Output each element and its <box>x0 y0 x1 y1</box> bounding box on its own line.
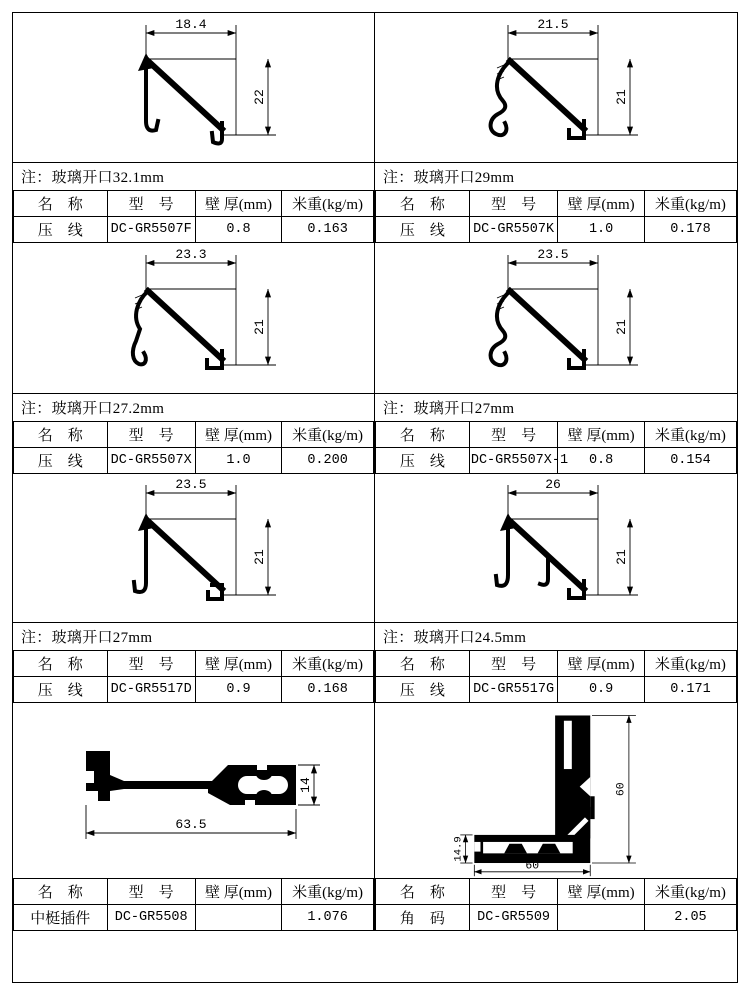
glass-opening-note: 注：玻璃开口27.2mm <box>13 393 374 421</box>
dim-vertical-label: 60 <box>615 781 628 796</box>
profile-cell-3 <box>13 243 375 474</box>
col-header-thickness: 壁 厚(mm) <box>558 879 645 905</box>
profile-shape <box>491 61 584 138</box>
profile-shape <box>474 715 594 863</box>
profile-weight: 0.154 <box>644 448 736 474</box>
profile-weight: 0.171 <box>644 677 736 703</box>
profile-name: 压 线 <box>376 677 470 703</box>
col-header-name: 名 称 <box>14 879 108 905</box>
profile-name: 角 码 <box>376 905 470 931</box>
glazing-bead-diagram <box>446 474 666 622</box>
profile-name: 压 线 <box>376 448 470 474</box>
profile-shape <box>491 291 584 368</box>
profile-drawing-5 <box>13 474 374 622</box>
profile-cell-6 <box>375 474 737 703</box>
profile-drawing-3 <box>13 243 374 393</box>
col-header-weight: 米重(kg/m) <box>282 191 374 217</box>
col-header-weight: 米重(kg/m) <box>282 422 374 448</box>
glazing-bead-diagram <box>84 474 304 622</box>
col-header-name: 名 称 <box>376 879 470 905</box>
col-header-thickness: 壁 厚(mm) <box>558 422 645 448</box>
profile-drawing-6 <box>375 474 737 622</box>
glass-opening-note: 注：玻璃开口29mm <box>375 162 737 190</box>
col-header-weight: 米重(kg/m) <box>644 422 736 448</box>
profile-cell-1 <box>13 13 375 243</box>
profile-drawing-1 <box>13 13 374 162</box>
profile-shape <box>496 513 584 598</box>
profile-weight: 0.178 <box>644 217 736 243</box>
profile-model: DC-GR5507X-1 <box>469 448 557 474</box>
profile-thickness: 1.0 <box>558 217 645 243</box>
mullion-insert-diagram <box>58 721 330 861</box>
col-header-name: 名 称 <box>376 422 470 448</box>
spec-table-3 <box>13 421 374 474</box>
col-header-thickness: 壁 厚(mm) <box>195 191 281 217</box>
col-header-name: 名 称 <box>14 651 108 677</box>
profile-drawing-8 <box>375 703 737 878</box>
col-header-thickness: 壁 厚(mm) <box>195 422 281 448</box>
profile-name: 压 线 <box>14 677 108 703</box>
col-header-thickness: 壁 厚(mm) <box>558 651 645 677</box>
dim-height-label: 21 <box>614 319 629 335</box>
spec-table-1 <box>13 190 374 243</box>
spec-table-6 <box>375 650 737 703</box>
glazing-bead-diagram <box>446 13 666 162</box>
profile-cell-8 <box>375 703 737 931</box>
col-header-name: 名 称 <box>376 191 470 217</box>
dim-width-label: 21.5 <box>537 16 569 32</box>
profile-model: DC-GR5507X <box>107 448 195 474</box>
col-header-thickness: 壁 厚(mm) <box>195 879 281 905</box>
col-header-weight: 米重(kg/m) <box>282 879 374 905</box>
profile-shape <box>132 291 221 368</box>
dim-width-label: 26 <box>545 477 561 492</box>
glass-opening-note: 注：玻璃开口27mm <box>375 393 737 421</box>
dim-height-label: 22 <box>251 88 267 105</box>
profile-thickness <box>558 905 645 931</box>
col-header-name: 名 称 <box>14 191 108 217</box>
profile-thickness: 0.8 <box>558 448 645 474</box>
table-row <box>14 677 374 703</box>
profile-drawing-7 <box>13 703 374 878</box>
profile-drawing-4 <box>375 243 737 393</box>
glazing-bead-diagram <box>84 243 304 393</box>
spec-table-5 <box>13 650 374 703</box>
spec-table-7 <box>13 878 374 931</box>
dim-horizontal-label: 60 <box>525 859 540 872</box>
profile-model: DC-GR5517G <box>469 677 557 703</box>
dim-height-label: 21 <box>614 88 629 105</box>
dim-height-label: 14 <box>297 776 313 793</box>
dim-arm-label: 14.9 <box>452 835 465 862</box>
profile-weight: 2.05 <box>644 905 736 931</box>
profile-shape <box>86 751 296 805</box>
profile-thickness: 1.0 <box>195 448 281 474</box>
profile-name: 压 线 <box>14 217 108 243</box>
col-header-name: 名 称 <box>14 422 108 448</box>
profile-cell-5 <box>13 474 375 703</box>
col-header-weight: 米重(kg/m) <box>644 191 736 217</box>
table-row <box>376 217 737 243</box>
profile-weight: 0.163 <box>282 217 374 243</box>
table-row <box>14 217 374 243</box>
dim-width-label: 63.5 <box>174 816 207 832</box>
profile-weight: 0.200 <box>282 448 374 474</box>
catalog-sheet <box>12 12 738 983</box>
glass-opening-note: 注：玻璃开口27mm <box>13 622 374 650</box>
profile-model: DC-GR5507K <box>469 217 557 243</box>
dim-width-label: 23.3 <box>174 247 207 262</box>
glazing-bead-diagram <box>84 13 304 162</box>
col-header-model: 型 号 <box>107 879 195 905</box>
col-header-model: 型 号 <box>469 422 557 448</box>
col-header-model: 型 号 <box>107 651 195 677</box>
table-row <box>14 448 374 474</box>
col-header-weight: 米重(kg/m) <box>644 651 736 677</box>
col-header-weight: 米重(kg/m) <box>644 879 736 905</box>
spec-table-2 <box>375 190 737 243</box>
dim-width-label: 23.5 <box>174 477 207 492</box>
corner-bracket-diagram <box>452 703 657 878</box>
profile-cell-4 <box>375 243 737 474</box>
profile-cell-7 <box>13 703 375 931</box>
profile-weight: 1.076 <box>282 905 374 931</box>
profile-drawing-2 <box>375 13 737 162</box>
spec-table-8 <box>375 878 737 931</box>
profile-shape <box>134 513 222 599</box>
col-header-name: 名 称 <box>376 651 470 677</box>
profile-cell-2 <box>375 13 737 243</box>
dim-height-label: 21 <box>251 319 267 335</box>
profile-model: DC-GR5507F <box>107 217 195 243</box>
profile-shape <box>138 53 222 143</box>
dim-height-label: 21 <box>614 549 629 565</box>
glass-opening-note: 注：玻璃开口32.1mm <box>13 162 374 190</box>
col-header-model: 型 号 <box>107 191 195 217</box>
profile-name: 压 线 <box>376 217 470 243</box>
col-header-model: 型 号 <box>469 879 557 905</box>
col-header-model: 型 号 <box>107 422 195 448</box>
profile-model: DC-GR5509 <box>469 905 557 931</box>
profile-thickness: 0.9 <box>195 677 281 703</box>
table-row <box>376 677 737 703</box>
profile-model: DC-GR5517D <box>107 677 195 703</box>
col-header-weight: 米重(kg/m) <box>282 651 374 677</box>
profile-thickness <box>195 905 281 931</box>
spec-table-4 <box>375 421 737 474</box>
dim-width-label: 23.5 <box>537 247 569 262</box>
profile-name: 中梃插件 <box>14 905 108 931</box>
table-row <box>376 905 737 931</box>
profile-model: DC-GR5508 <box>107 905 195 931</box>
bottom-empty-strip <box>13 931 737 982</box>
profile-name: 压 线 <box>14 448 108 474</box>
table-row <box>376 448 737 474</box>
col-header-thickness: 壁 厚(mm) <box>558 191 645 217</box>
dim-width-label: 18.4 <box>174 16 207 32</box>
table-row <box>14 905 374 931</box>
col-header-model: 型 号 <box>469 191 557 217</box>
dim-height-label: 21 <box>251 549 267 565</box>
glazing-bead-diagram <box>446 243 666 393</box>
profile-thickness: 0.9 <box>558 677 645 703</box>
profile-thickness: 0.8 <box>195 217 281 243</box>
col-header-model: 型 号 <box>469 651 557 677</box>
col-header-thickness: 壁 厚(mm) <box>195 651 281 677</box>
profile-weight: 0.168 <box>282 677 374 703</box>
glass-opening-note: 注：玻璃开口24.5mm <box>375 622 737 650</box>
